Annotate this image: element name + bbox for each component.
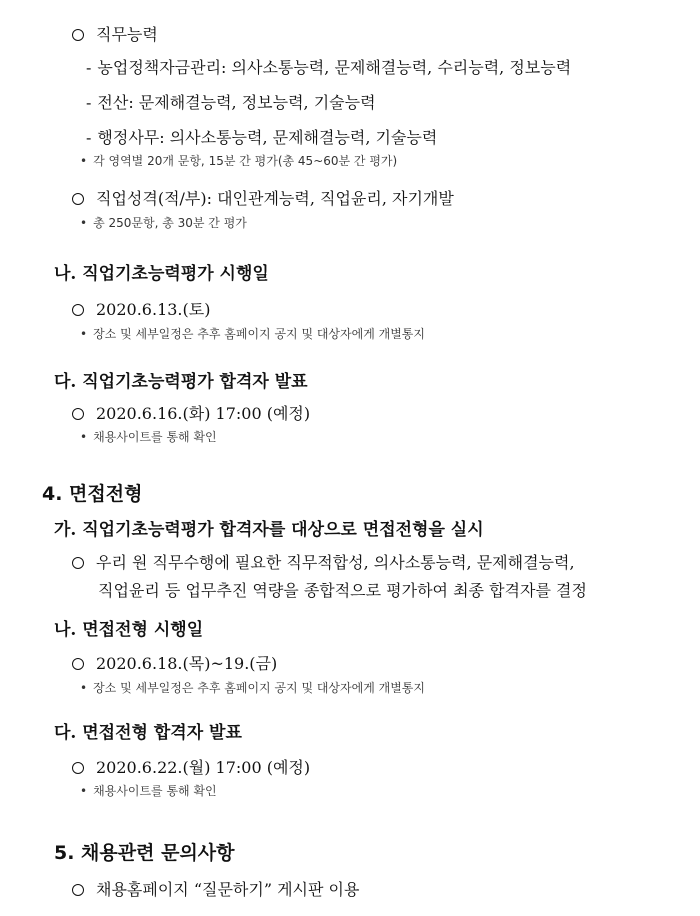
circle-bullet-icon — [72, 193, 84, 205]
circle-bullet-icon — [72, 304, 84, 316]
circle-bullet-icon — [72, 408, 84, 420]
circle-bullet-icon — [72, 762, 84, 774]
continuation-text: 직업윤리 등 업무추진 역량을 종합적으로 평가하여 최종 합격자를 결정 — [98, 581, 587, 600]
item-text: 2020.6.13.(토) — [96, 300, 211, 319]
note-text: 장소 및 세부일정은 추후 홈페이지 공지 및 대상자에게 개별통지 — [93, 681, 425, 695]
section-heading: 가. 직업기초능력평가 합격자를 대상으로 면접전형을 실시 — [54, 520, 484, 540]
item-text: 2020.6.18.(목)~19.(금) — [96, 654, 278, 673]
circle-bullet-icon — [72, 557, 84, 569]
item-text: 농업정책자금관리: 의사소통능력, 문제해결능력, 수리능력, 정보능력 — [97, 58, 572, 77]
item-text: 행정사무: 의사소통능력, 문제해결능력, 기술능력 — [97, 128, 438, 147]
chapter-heading: 5. 채용관련 문의사항 — [54, 842, 235, 864]
bullet-item — [72, 22, 158, 45]
sub-item: - 전산: 문제해결능력, 정보능력, 기술능력 — [86, 93, 376, 112]
sub-item: - 행정사무: 의사소통능력, 문제해결능력, 기술능력 — [86, 128, 438, 147]
item-text: 직무능력 — [96, 25, 158, 44]
item-text: 전산: 문제해결능력, 정보능력, 기술능력 — [97, 93, 376, 112]
note-text: 총 250문항, 총 30분 간 평가 — [93, 216, 247, 230]
note-text: 채용사이트를 통해 확인 — [93, 430, 217, 444]
section-heading: 다. 면접전형 합격자 발표 — [54, 723, 242, 743]
note: • 장소 및 세부일정은 추후 홈페이지 공지 및 대상자에게 개별통지 — [80, 327, 425, 341]
bullet-item — [72, 755, 310, 778]
section-heading: 나. 면접전형 시행일 — [54, 620, 204, 640]
item-text: 채용홈페이지 “질문하기” 게시판 이용 — [96, 880, 360, 899]
bullet-item — [72, 401, 310, 424]
sub-item: - 농업정책자금관리: 의사소통능력, 문제해결능력, 수리능력, 정보능력 — [86, 58, 572, 77]
item-text: 2020.6.22.(월) 17:00 (예정) — [96, 758, 311, 777]
item-text: 직업성격(적/부): 대인관계능력, 직업윤리, 자기개발 — [96, 189, 454, 208]
chapter-heading: 4. 면접전형 — [42, 483, 143, 505]
bullet-item — [72, 651, 277, 674]
bullet-item — [72, 877, 359, 900]
item-text: 우리 원 직무수행에 필요한 직무적합성, 의사소통능력, 문제해결능력, — [96, 553, 575, 572]
note: • 채용사이트를 통해 확인 — [80, 430, 217, 444]
note: • 장소 및 세부일정은 추후 홈페이지 공지 및 대상자에게 개별통지 — [80, 681, 425, 695]
bullet-item — [72, 186, 454, 209]
note-text: 장소 및 세부일정은 추후 홈페이지 공지 및 대상자에게 개별통지 — [93, 327, 425, 341]
note-text: 각 영역별 20개 문항, 15분 간 평가(총 45~60분 간 평가) — [93, 154, 398, 168]
note: • 채용사이트를 통해 확인 — [80, 784, 217, 798]
circle-bullet-icon — [72, 884, 84, 896]
item-text: 2020.6.16.(화) 17:00 (예정) — [96, 404, 311, 423]
note-text: 채용사이트를 통해 확인 — [93, 784, 217, 798]
bullet-item — [72, 550, 575, 573]
circle-bullet-icon — [72, 658, 84, 670]
note: • 총 250문항, 총 30분 간 평가 — [80, 216, 247, 230]
circle-bullet-icon — [72, 29, 84, 41]
section-heading: 나. 직업기초능력평가 시행일 — [54, 264, 269, 284]
section-heading: 다. 직업기초능력평가 합격자 발표 — [54, 372, 308, 392]
note: • 각 영역별 20개 문항, 15분 간 평가(총 45~60분 간 평가) — [80, 154, 398, 168]
bullet-item — [72, 297, 210, 320]
